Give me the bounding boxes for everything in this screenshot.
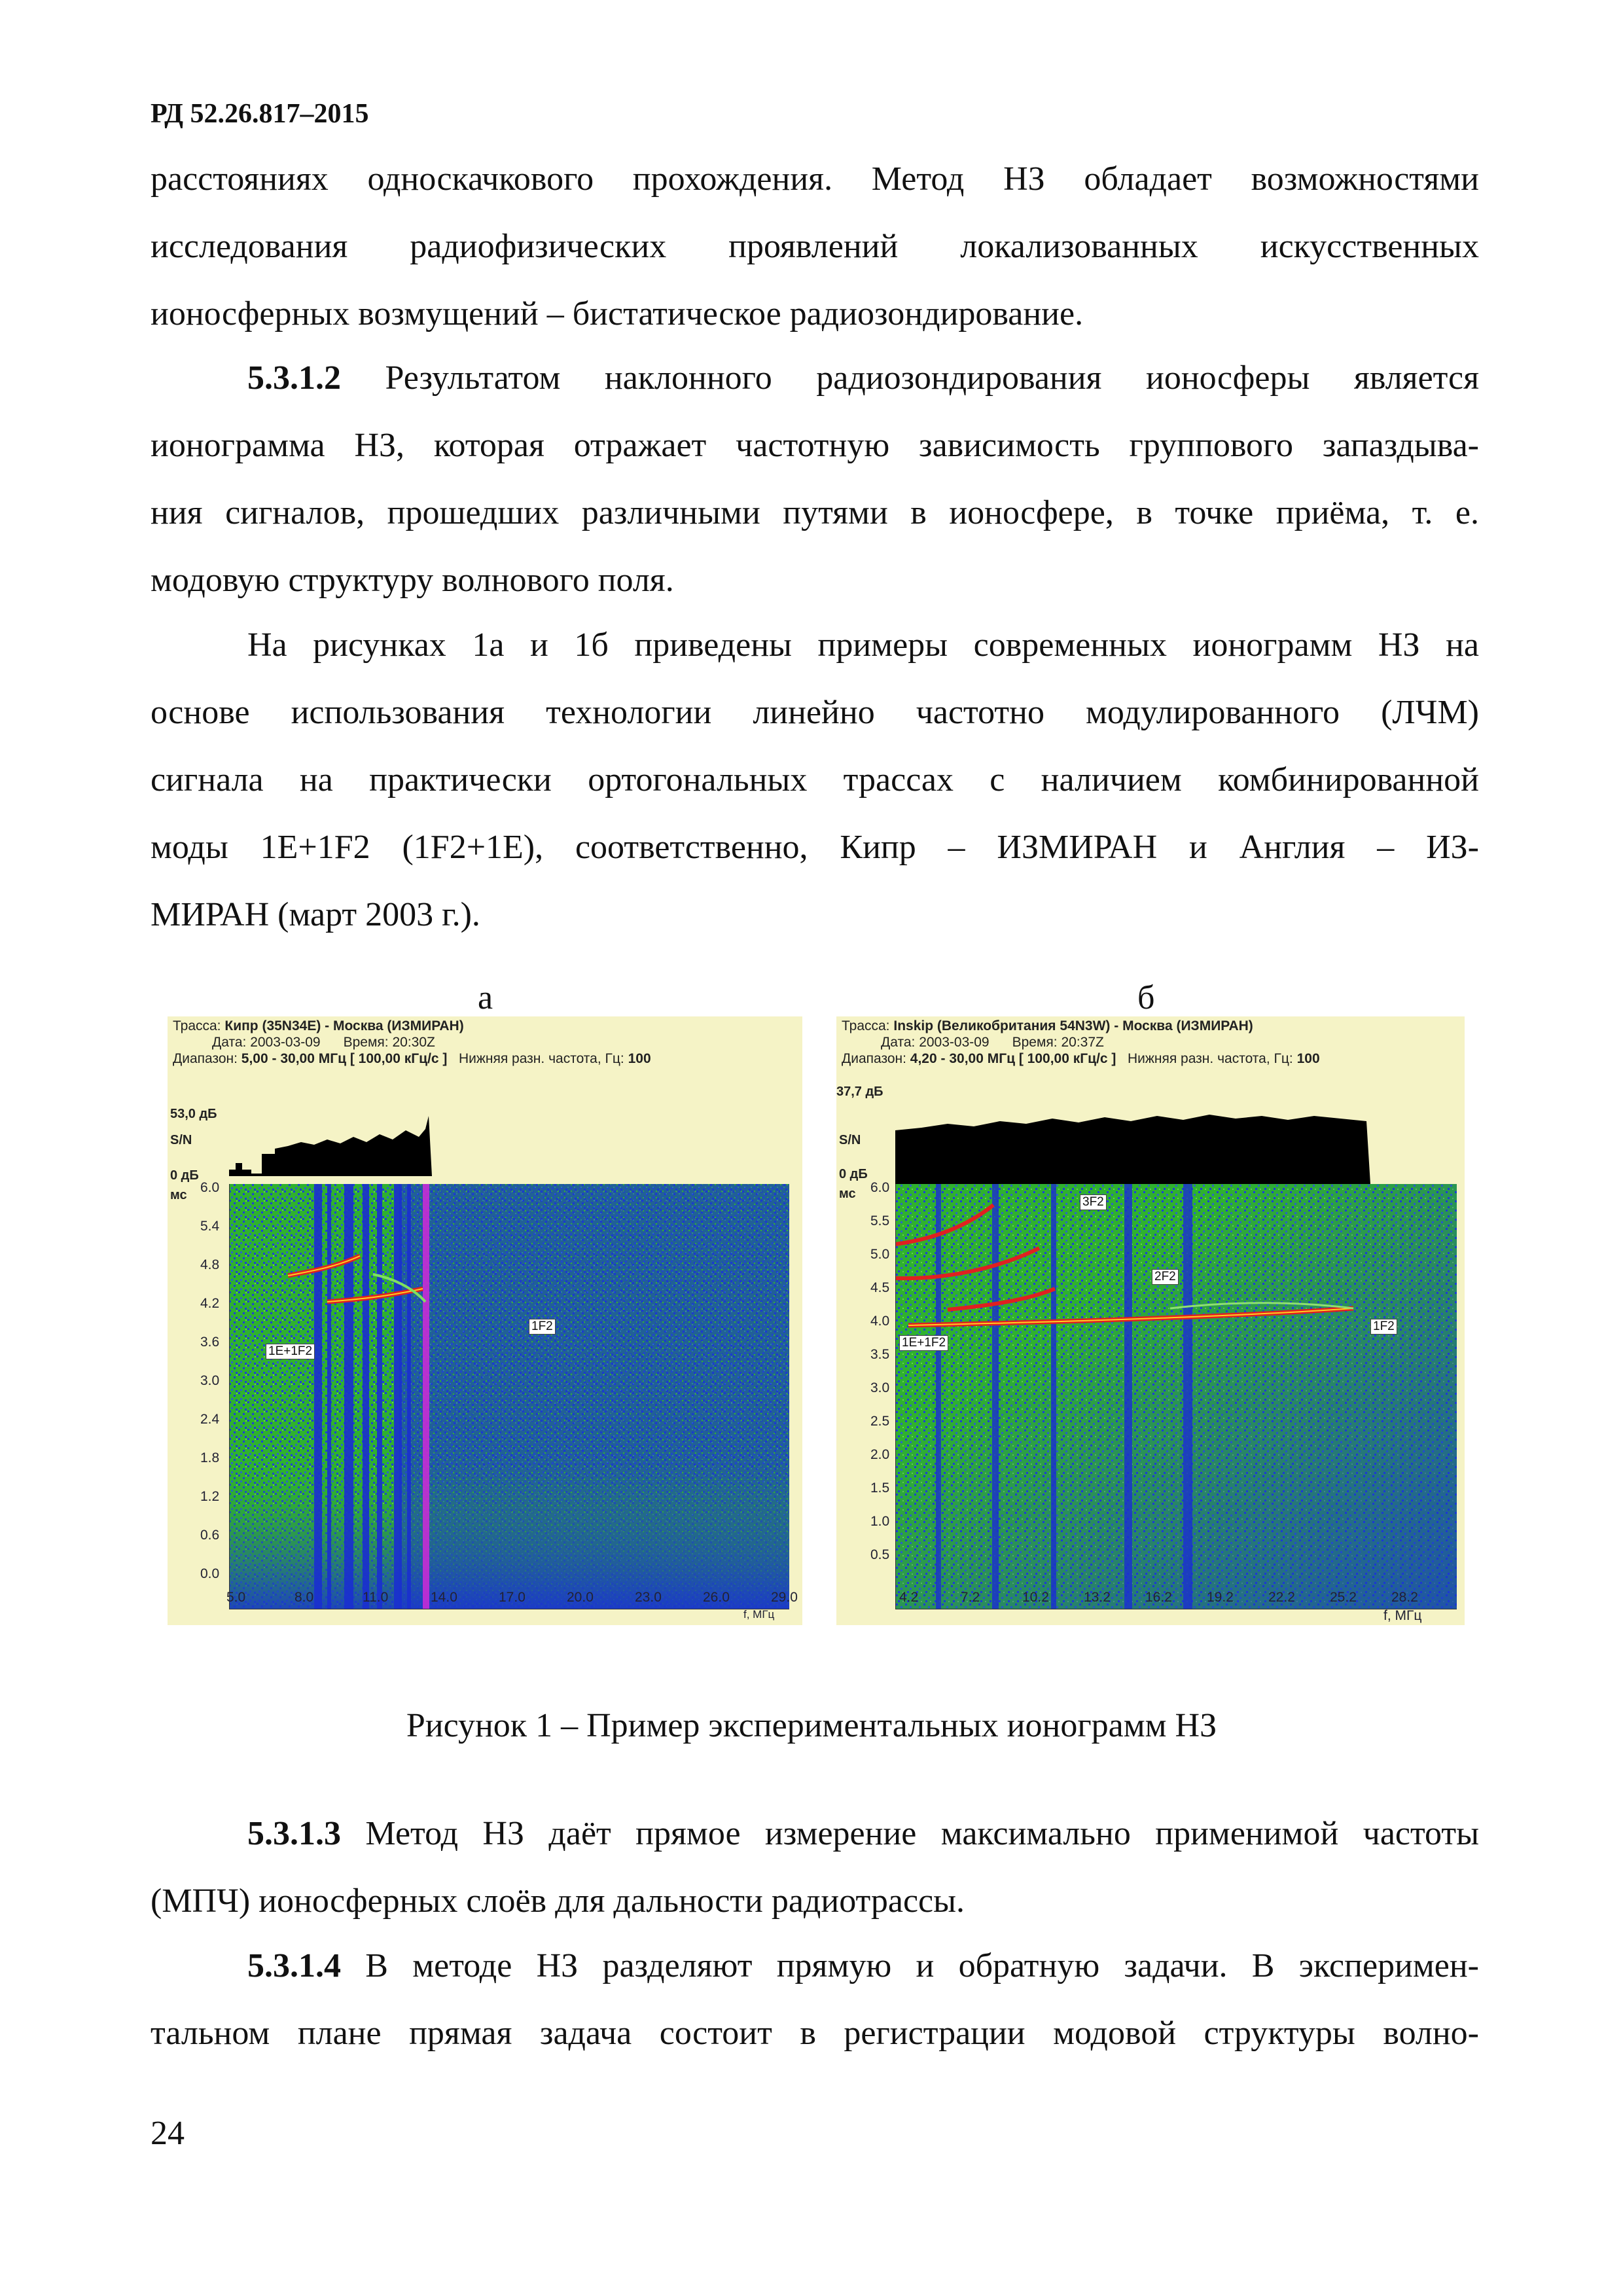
x-unit-label: f, МГц (1383, 1608, 1422, 1623)
route-value: Inskip (Великобритания 54N3W) - Москва (ИЗМИРАН) (893, 1018, 1253, 1033)
spectrogram-fade (895, 1184, 1457, 1609)
ionogram-info-a (168, 1016, 802, 1067)
lowfreq-label: Нижняя разн. частота, Гц: (1127, 1051, 1293, 1066)
time-value: 20:30Z (392, 1035, 435, 1050)
x-unit-label: f, МГц (743, 1608, 775, 1621)
time-value: 20:37Z (1061, 1035, 1104, 1050)
figure-label-a: а (478, 979, 493, 1016)
x-tick-label: 26.0 (703, 1590, 730, 1605)
text-line: ионограмма НЗ, которая отражает частотную зависимость группового запаздыва- (151, 427, 1479, 464)
snr-max-label: 37,7 дБ (836, 1085, 883, 1099)
x-tick-label: 16.2 (1145, 1590, 1172, 1605)
section-number: 5.3.1.4 (247, 1947, 341, 1984)
snr-label: S/N (170, 1133, 192, 1147)
text-line: расстояниях односкачкового прохождения. Метод НЗ обладает возможностями (151, 160, 1479, 198)
mode-label: 1E+1F2 (899, 1335, 948, 1351)
y-tick-label: 1.8 (200, 1450, 220, 1465)
y-unit-label: мс (170, 1188, 187, 1202)
paragraph-5 (151, 1932, 1479, 2067)
paragraph-1 (151, 145, 1479, 348)
mode-label: 1F2 (1370, 1319, 1397, 1335)
snr-histogram (229, 1116, 432, 1176)
x-tick-label: 14.0 (431, 1590, 457, 1605)
ionogram-plot-b (895, 1071, 1457, 1609)
x-tick-label: 5.0 (226, 1590, 246, 1605)
y-tick-label: 3.0 (200, 1373, 220, 1388)
text-line: сигнала на практически ортогональных трассах с наличием комбинированной (151, 761, 1479, 798)
x-tick-label: 4.2 (899, 1590, 919, 1605)
figure-label-b: б (1137, 979, 1155, 1016)
text-line (151, 1932, 1479, 2000)
x-tick-label: 25.2 (1330, 1590, 1357, 1605)
section-number: 5.3.1.2 (247, 359, 341, 397)
interference-line (423, 1184, 429, 1609)
date-value: 2003-03-09 (250, 1035, 321, 1050)
lowfreq-value: 100 (628, 1051, 651, 1066)
y-tick-label: 1.5 (870, 1480, 890, 1496)
x-tick-label: 23.0 (635, 1590, 662, 1605)
paragraph-3 (151, 611, 1479, 948)
y-tick-label: 6.0 (870, 1180, 890, 1195)
lowfreq-value: 100 (1296, 1051, 1320, 1066)
text-line: ния сигналов, прошедших различными путями в ионосфере, в точке приёма, т. е. (151, 494, 1479, 531)
route-label: Трасса: (173, 1018, 221, 1033)
y-tick-label: 2.0 (870, 1447, 890, 1462)
y-tick-label: 2.5 (870, 1414, 890, 1429)
y-tick-label: 4.5 (870, 1280, 890, 1295)
text-line-content: Метод НЗ даёт прямое измерение максимально применимой частоты (365, 1815, 1480, 1852)
lowfreq-label: Нижняя разн. частота, Гц: (458, 1051, 624, 1066)
time-label: Время: (343, 1035, 389, 1050)
y-tick-label: 4.2 (200, 1296, 220, 1311)
text-line: ионосферных возмущений – бистатическое радиозондирование. (151, 295, 1084, 332)
mode-label: 1E+1F2 (266, 1344, 315, 1359)
text-line: МИРАН (март 2003 г.). (151, 896, 480, 933)
paragraph-2 (151, 344, 1479, 614)
y-tick-label: 0.6 (200, 1528, 220, 1543)
y-unit-label: мс (839, 1187, 856, 1201)
text-line-content: Результатом наклонного радиозондирования ионосферы является (385, 359, 1480, 397)
y-tick-label: 1.2 (200, 1489, 220, 1504)
range-value: 5,00 - 30,00 МГц [ 100,00 кГц/с ] (241, 1051, 448, 1066)
text-line: На рисунках 1а и 1б приведены примеры современных ионограмм НЗ на (247, 626, 1479, 664)
mode-label: 2F2 (1152, 1269, 1179, 1285)
text-line: (МПЧ) ионосферных слоёв для дальности радиотрассы. (151, 1882, 965, 1920)
y-tick-label: 6.0 (200, 1180, 220, 1195)
interference-stripes (314, 1184, 411, 1609)
text-line-content: В методе НЗ разделяют прямую и обратную задачи. В эксперимен- (365, 1947, 1480, 1984)
spectrogram-fade (229, 1464, 789, 1609)
time-label: Время: (1012, 1035, 1058, 1050)
x-tick-label: 11.0 (363, 1590, 389, 1605)
y-tick-label: 1.0 (870, 1514, 890, 1529)
ionogram-plot-a (229, 1071, 789, 1609)
ionogram-panel-a (168, 1016, 802, 1625)
y-tick-label: 3.6 (200, 1335, 220, 1350)
x-tick-label: 17.0 (499, 1590, 526, 1605)
x-tick-label: 19.2 (1207, 1590, 1234, 1605)
range-value: 4,20 - 30,00 МГц [ 100,00 кГц/с ] (910, 1051, 1116, 1066)
x-tick-label: 7.2 (961, 1590, 980, 1605)
snr-label: S/N (839, 1133, 861, 1147)
y-tick-label: 0.0 (200, 1566, 220, 1581)
x-tick-label: 29.0 (771, 1590, 798, 1605)
mode-label: 1F2 (529, 1319, 556, 1335)
mode-label: 3F2 (1080, 1194, 1107, 1210)
section-number: 5.3.1.3 (247, 1815, 341, 1852)
figure-caption: Рисунок 1 – Пример экспериментальных ионограмм НЗ (406, 1707, 1217, 1744)
x-tick-label: 13.2 (1084, 1590, 1111, 1605)
document-code-header: РД 52.26.817–2015 (151, 99, 369, 129)
x-tick-label: 22.2 (1268, 1590, 1295, 1605)
text-line: исследования радиофизических проявлений локализованных искусственных (151, 228, 1479, 265)
date-label: Дата: (881, 1035, 916, 1050)
paragraph-4 (151, 1800, 1479, 1935)
snr-min-label: 0 дБ (170, 1168, 199, 1183)
y-tick-label: 3.5 (870, 1347, 890, 1362)
range-label: Диапазон: (173, 1051, 238, 1066)
y-tick-label: 5.0 (870, 1247, 890, 1262)
y-tick-label: 2.4 (200, 1412, 220, 1427)
y-tick-label: 0.5 (870, 1547, 890, 1562)
y-tick-label: 3.0 (870, 1380, 890, 1395)
date-label: Дата: (212, 1035, 247, 1050)
text-line: моды 1Е+1F2 (1F2+1E), соответственно, Кипр – ИЗМИРАН и Англия – ИЗ- (151, 829, 1479, 866)
route-value: Кипр (35N34E) - Москва (ИЗМИРАН) (224, 1018, 464, 1033)
page-number: 24 (151, 2115, 185, 2152)
range-label: Диапазон: (842, 1051, 906, 1066)
x-tick-label: 8.0 (294, 1590, 314, 1605)
ionogram-info-b (836, 1016, 1465, 1067)
text-line (151, 344, 1479, 412)
y-tick-label: 5.5 (870, 1213, 890, 1229)
text-line: тальном плане прямая задача состоит в регистрации модовой структуры волно- (151, 2015, 1479, 2052)
text-line: основе использования технологии линейно частотно модулированного (ЛЧМ) (151, 694, 1479, 731)
snr-min-label: 0 дБ (839, 1167, 868, 1181)
y-tick-label: 5.4 (200, 1219, 220, 1234)
route-label: Трасса: (842, 1018, 890, 1033)
snr-histogram (895, 1115, 1370, 1184)
text-line (151, 1800, 1479, 1867)
snr-max-label: 53,0 дБ (170, 1107, 217, 1121)
text-line: модовую структуру волнового поля. (151, 562, 674, 599)
x-tick-label: 10.2 (1022, 1590, 1049, 1605)
y-tick-label: 4.8 (200, 1257, 220, 1272)
date-value: 2003-03-09 (919, 1035, 990, 1050)
x-tick-label: 20.0 (567, 1590, 594, 1605)
x-tick-label: 28.2 (1391, 1590, 1418, 1605)
ionogram-panel-b (836, 1016, 1465, 1625)
y-tick-label: 4.0 (870, 1314, 890, 1329)
